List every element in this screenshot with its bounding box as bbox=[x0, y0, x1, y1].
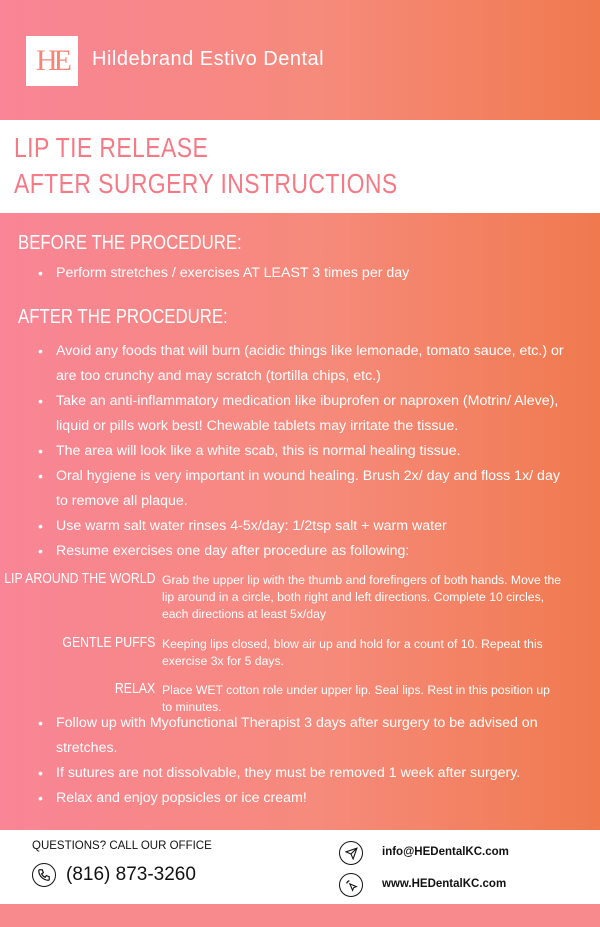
cursor-click-icon bbox=[339, 873, 363, 897]
website-link[interactable]: www.HEDentalKC.com bbox=[382, 878, 507, 890]
title-band bbox=[0, 120, 600, 213]
list-item: • If sutures are not dissolvable, they must be removed 1 week after surgery. bbox=[36, 761, 566, 786]
after-heading: AFTER THE PROCEDURE: bbox=[18, 306, 228, 328]
exercise-label: GENTLE PUFFS bbox=[62, 634, 155, 651]
logo bbox=[26, 36, 78, 86]
list-item: • Take an anti-inflammatory medication like ibuprofen or naproxen (Motrin/ Aleve), liquid or pills work best! Chewable tablets may irritate the tissue. bbox=[36, 389, 566, 439]
send-icon bbox=[339, 841, 363, 865]
exercise-text: Keeping lips closed, blow air up and hold for a count of 10. Repeat this exercise 3x for 5 days. bbox=[162, 637, 543, 668]
questions-text: QUESTIONS? CALL OUR OFFICE bbox=[32, 840, 212, 852]
phone-icon bbox=[32, 863, 56, 887]
list-item: • The area will look like a white scab, this is normal healing tissue. bbox=[36, 439, 566, 464]
list-item: • Avoid any foods that will burn (acidic things like lemonade, tomato sauce, etc.) or are too crunchy and may scratch (tortilla chips, etc.) bbox=[36, 339, 566, 389]
before-list bbox=[36, 261, 566, 286]
list-item: • Relax and enjoy popsicles or ice cream! bbox=[36, 786, 566, 811]
before-heading: BEFORE THE PROCEDURE: bbox=[18, 232, 242, 254]
list-item: • Resume exercises one day after procedure as following: bbox=[36, 539, 566, 564]
exercise-text: Place WET cotton role under upper lip. Seal lips. Rest in this position up to minutes. bbox=[162, 683, 550, 714]
exercise-text: Grab the upper lip with the thumb and forefingers of both hands. Move the lip around in a circle, both right and left directions. Complete 10 circles, each directions at least 5x/day bbox=[162, 573, 562, 621]
logo-mark: HE bbox=[36, 44, 68, 77]
footer-stripe bbox=[0, 904, 600, 927]
exercise-label: LIP AROUND THE WORLD bbox=[3, 570, 155, 587]
list-item: • Use warm salt water rinses 4-5x/day: 1/2tsp salt + warm water bbox=[36, 514, 566, 539]
after-list bbox=[36, 339, 566, 564]
phone-number[interactable]: (816) 873-3260 bbox=[66, 864, 196, 885]
list-item: • Follow up with Myofunctional Therapist 3 days after surgery to be advised on stretches. bbox=[36, 711, 566, 761]
brand-name: Hildebrand Estivo Dental bbox=[92, 48, 325, 70]
list-item: • Oral hygiene is very important in wound healing. Brush 2x/ day and floss 1x/ day to remove all plaque. bbox=[36, 464, 566, 514]
title-line-1: LIP TIE RELEASE bbox=[14, 132, 209, 163]
title-line-2: AFTER SURGERY INSTRUCTIONS bbox=[14, 168, 398, 199]
exercise-label: RELAX bbox=[114, 680, 155, 697]
after-list-continued bbox=[36, 711, 566, 811]
email-link[interactable]: info@HEDentalKC.com bbox=[382, 846, 509, 858]
list-item: • Perform stretches / exercises AT LEAST 3 times per day bbox=[36, 261, 566, 286]
